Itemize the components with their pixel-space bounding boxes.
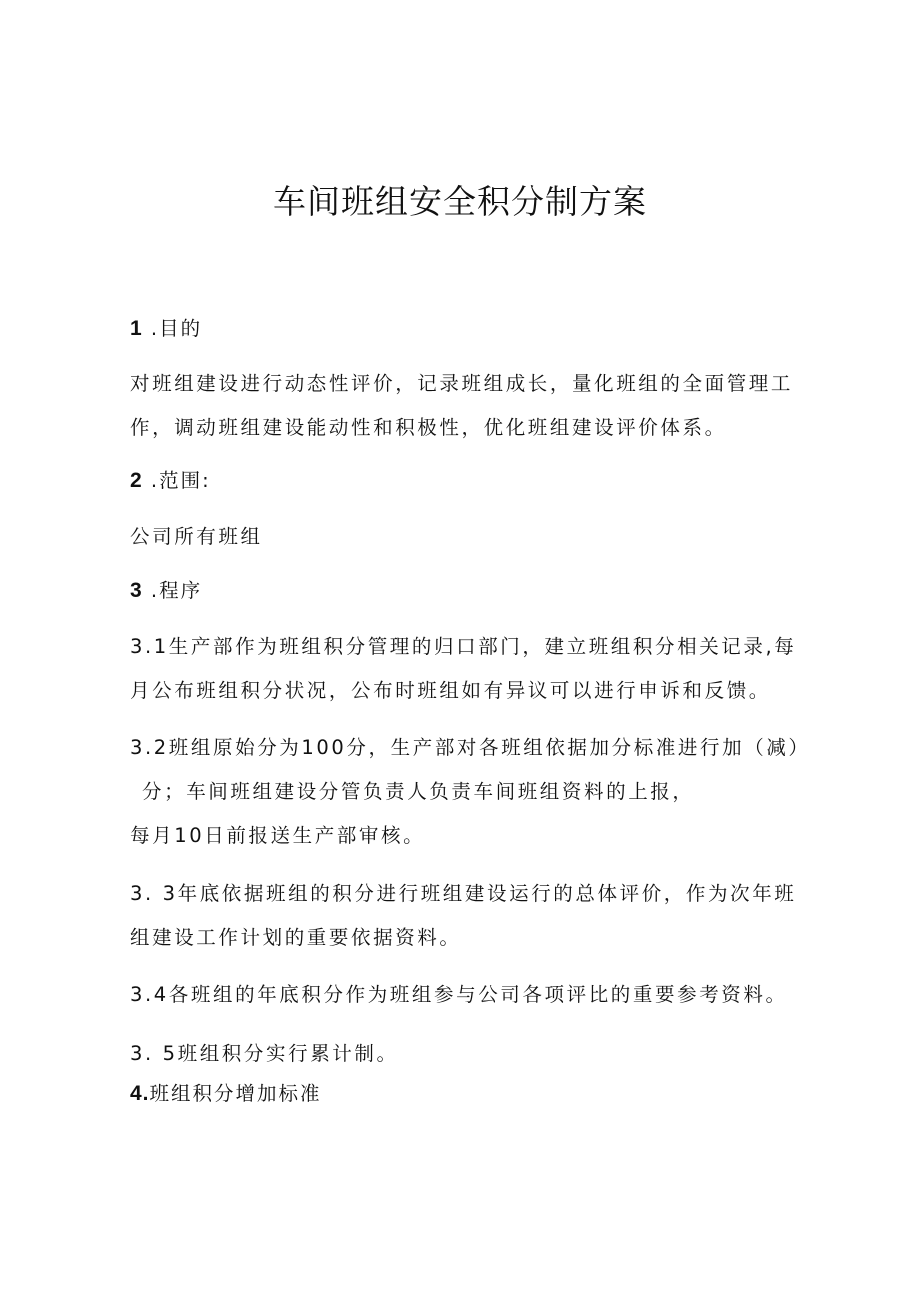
- paragraph-line: 3. 3年底依据班组的积分进行班组建设运行的总体评价，作为次年班: [130, 882, 797, 905]
- paragraph-line: 月公布班组积分状况，公布时班组如有异议可以进行申诉和反馈。: [130, 679, 771, 702]
- paragraph-line: 组建设工作计划的重要依据资料。: [130, 926, 462, 949]
- paragraph-line: 3.4各班组的年底积分作为班组参与公司各项评比的重要参考资料。: [130, 983, 788, 1006]
- section-label: .程序: [142, 579, 203, 602]
- section-number: 2: [130, 469, 143, 492]
- section-number: 3: [130, 579, 143, 602]
- paragraph-line: 分；车间班组建设分管负责人负责车间班组资料的上报，: [142, 780, 695, 803]
- paragraph-line: 3. 5班组积分实行累计制。: [130, 1042, 399, 1065]
- page-title: 车间班组安全积分制方案: [273, 182, 647, 221]
- paragraph-line: 对班组建设进行动态性评价，记录班组成长，量化班组的全面管理工: [130, 372, 794, 395]
- section-label: 班组积分增加标准: [149, 1082, 322, 1105]
- section-label: .范围:: [142, 469, 211, 492]
- section-number: 4.: [130, 1082, 150, 1105]
- paragraph-line: 每月10日前报送生产部审核。: [130, 824, 426, 847]
- section-heading-scope: [130, 468, 211, 494]
- paragraph-line: 3.1生产部作为班组积分管理的归口部门，建立班组积分相关记录,每: [130, 635, 797, 658]
- section-label: .目的: [142, 317, 203, 340]
- section-number: 1: [130, 317, 143, 340]
- section-heading-purpose: [130, 316, 202, 342]
- paragraph-line: 公司所有班组: [130, 525, 263, 548]
- section-heading-increase-standard: [130, 1081, 322, 1107]
- paragraph-line: 作，调动班组建设能动性和积极性，优化班组建设评价体系。: [130, 416, 727, 439]
- paragraph-line: 3.2班组原始分为100分，生产部对各班组依据加分标准进行加（减）: [130, 736, 811, 759]
- section-heading-procedure: [130, 578, 202, 604]
